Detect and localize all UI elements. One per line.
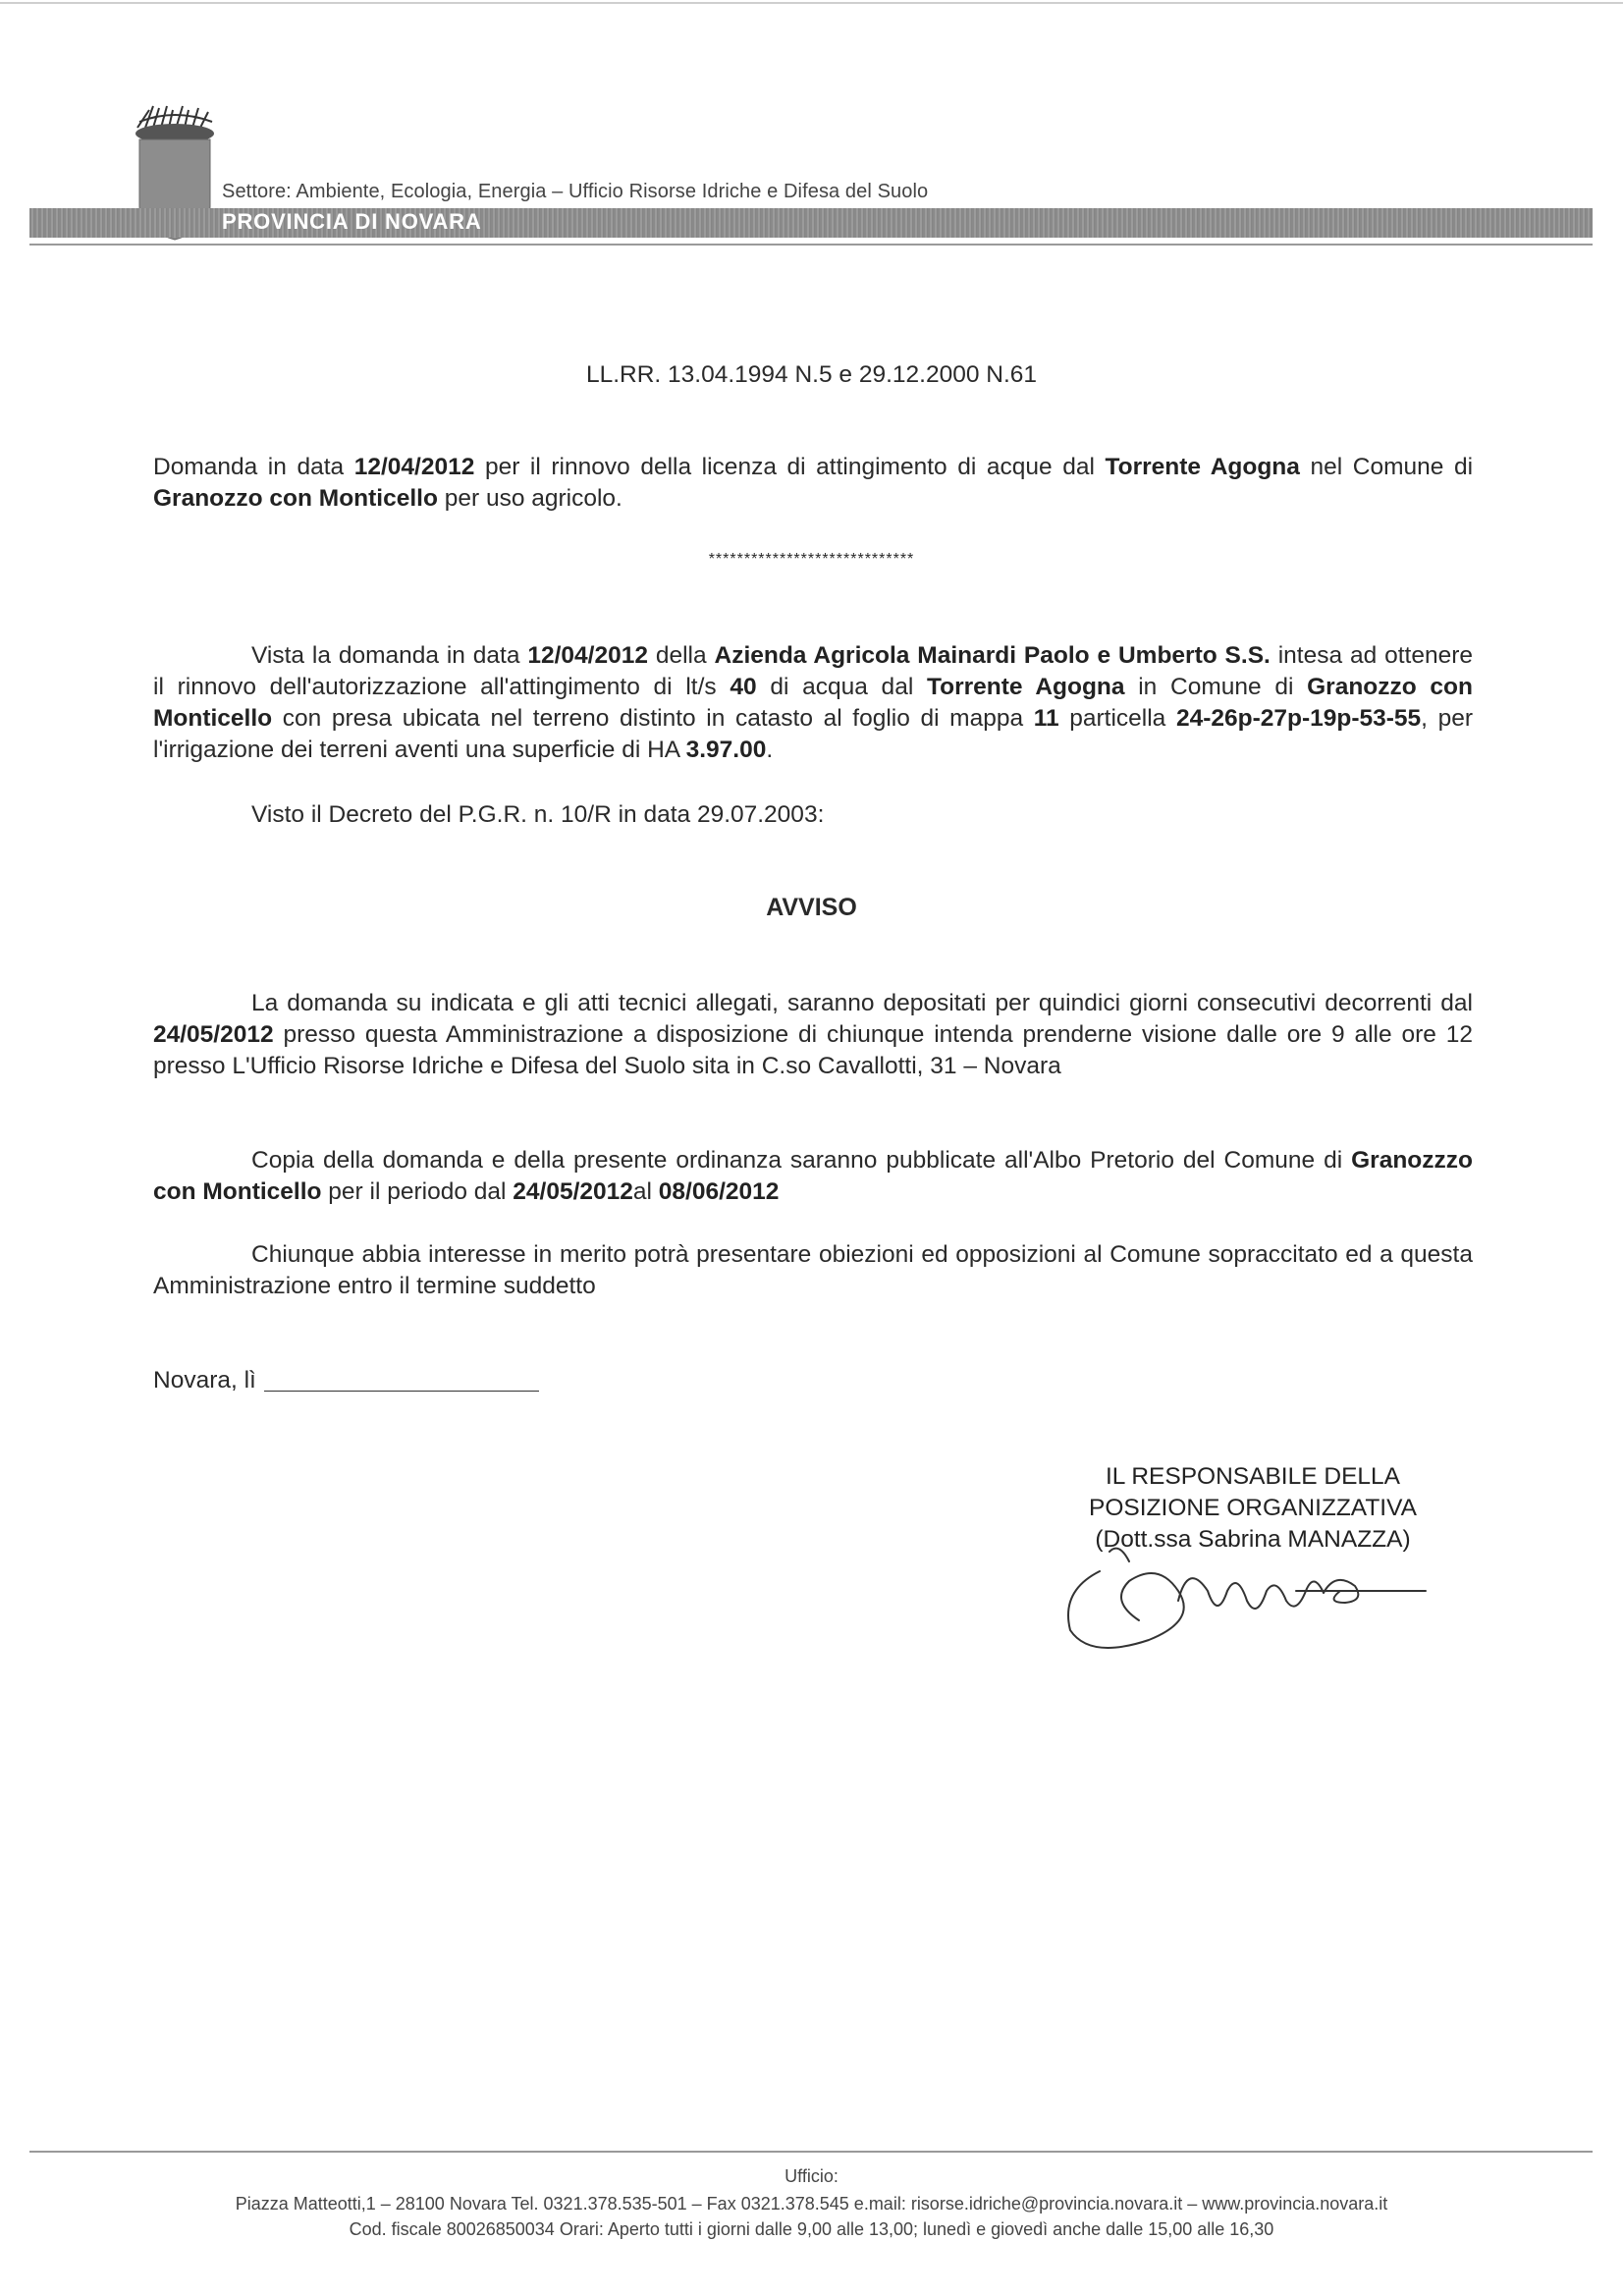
deposit-paragraph: La domanda su indicata e gli atti tecnici allegati, saranno depositati per quindici giorni consecutivi decorrenti dal 24/05/2012 presso questa Amministrazione a disposizione di chiunque intenda prenderne visione dalle ore 9 alle ore 12 presso L'Ufficio Risorse Idriche e Difesa del Suolo sita in C.so Cavallotti, 31 – Novara <box>153 990 1473 1079</box>
publication-paragraph: Copia della domanda e della presente ordinanza saranno pubblicate all'Albo Pretorio del Comune di Granozzzo con Monticello per il periodo dal 24/05/2012al 08/06/2012 <box>153 1147 1473 1205</box>
intro-comune: Granozzo con Monticello <box>153 485 438 512</box>
separator: ***************************** <box>708 551 915 568</box>
footer-address: Piazza Matteotti,1 – 28100 Novara Tel. 0321.378.535-501 – Fax 0321.378.545 e.mail: risorse.idriche@provincia.novara.it – www.provincia.novara.it <box>235 2194 1388 2214</box>
sector-title: Settore: Ambiente, Ecologia, Energia – Ufficio Risorse Idriche e Difesa del Suolo <box>222 181 929 202</box>
header-divider <box>29 244 1593 246</box>
handwritten-signature <box>1060 1532 1434 1660</box>
footer-hours: Cod. fiscale 80026850034 Orari: Aperto tutti i giorni dalle 9,00 alle 13,00; lunedì e giovedì anche dalle 15,00 alle 16,30 <box>349 2219 1274 2239</box>
intro-date: 12/04/2012 <box>353 454 475 480</box>
signatory-name: (Dott.ssa Sabrina MANAZZA) <box>1095 1526 1411 1553</box>
visto-paragraph: Visto il Decreto del P.G.R. n. 10/R in data 29.07.2003: <box>251 801 825 828</box>
avviso-heading: AVVISO <box>766 894 857 921</box>
signatory-line-2: POSIZIONE ORGANIZZATIVA <box>1089 1495 1417 1521</box>
top-border <box>0 2 1623 4</box>
intro-river: Torrente Agogna <box>1105 454 1300 480</box>
vista-paragraph: Vista la domanda in data 12/04/2012 della Azienda Agricola Mainardi Paolo e Umberto S.S. intesa ad ottenere il rinnovo dell'autorizzazione all'attingimento di lt/s 40 di acqua dal Torrente Agogna in Comune di Granozzo con Monticello con presa ubicata nel terreno distinto in catasto al foglio di mappa 11 particella 24-26p-27p-19p-53-55, per l'irrigazione dei terreni aventi una superficie di HA 3.97.00. <box>153 642 1473 763</box>
institution-name: PROVINCIA DI NOVARA <box>222 209 482 234</box>
applicant-name: Azienda Agricola Mainardi Paolo e Umberto S.S. <box>714 642 1271 669</box>
footer-divider <box>29 2151 1593 2153</box>
legal-reference: LL.RR. 13.04.1994 N.5 e 29.12.2000 N.61 <box>585 361 1038 388</box>
footer-label: Ufficio: <box>784 2166 839 2186</box>
date-blank <box>264 1367 539 1392</box>
objections-paragraph: Chiunque abbia interesse in merito potrà presentare obiezioni ed opposizioni al Comune sopraccitato ed a questa Amministrazione entro il termine suddetto <box>153 1241 1473 1299</box>
signatory-line-1: IL RESPONSABILE DELLA <box>1105 1463 1401 1490</box>
place-date-line: Novara, lì <box>153 1365 539 1396</box>
intro-paragraph: Domanda in data 12/04/2012 per il rinnovo della licenza di attingimento di acque dal Torrente Agogna nel Comune di Granozzo con Monticello per uso agricolo. <box>153 454 1474 512</box>
